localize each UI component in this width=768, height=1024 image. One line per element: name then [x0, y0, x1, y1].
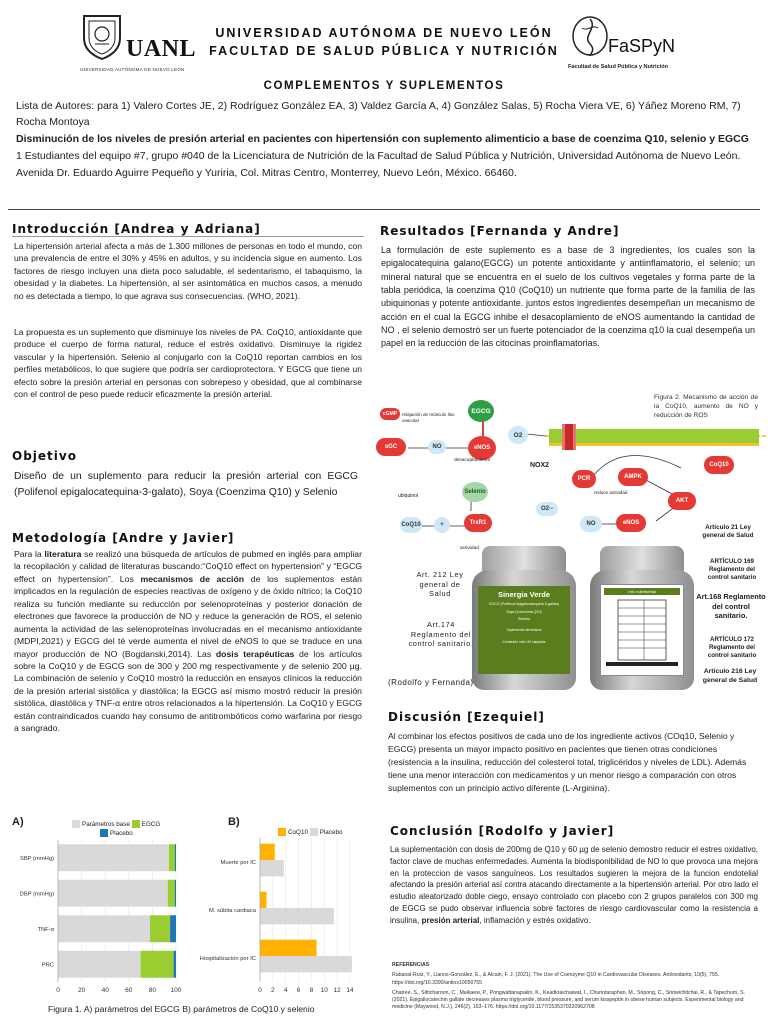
chart-b-xtick: 8 — [309, 987, 314, 994]
legend-coq10 — [278, 829, 308, 836]
label-desacop: desacoplamiento — [454, 458, 491, 463]
chart-a-xtick: 0 — [56, 987, 60, 994]
intro-p2: La propuesta es un suplemento que disminuye los niveles de PA. CoQ10, antioxidante que produce el cuerpo de forma natural, reduce el estrés oxidativo. Disminuye la rigidez vascular y la hipertensión. Selenio al conjugarlo con la CoQ10 reportan cambios en los perfiles metabólicos, lo que sugiere que podría ser cardioprotectora. Y EGCG que tiene un efecto sobre la presión arterial en personas con sobrepeso y obesidad, que al combinarse con el control de peso puede reducir eficazmente la presión arterial. — [14, 327, 362, 400]
poster-title: COMPLEMENTOS Y SUPLEMENTOS — [263, 80, 505, 92]
chart-b-xtick: 6 — [296, 987, 301, 994]
university-name: UNIVERSIDAD AUTÓNOMA DE NUEVO LEÓN — [215, 26, 553, 40]
chart-a-xtick: 60 — [125, 987, 133, 994]
chart-a-bar — [141, 951, 174, 978]
chart-a-bar — [150, 915, 170, 942]
chart-b-bar — [260, 844, 275, 860]
resultados-heading: Resultados [Fernanda y Andre] — [380, 224, 620, 238]
chart-b-category-label: Hospitalización por IC — [199, 956, 256, 962]
art216: Artículo 216 Ley general de Salud — [702, 668, 758, 684]
chart-b-bar — [260, 908, 334, 924]
product-line2: Soya (Coenzima Q10) — [506, 609, 542, 614]
authors: Lista de Autores: para 1) Valero Cortes JE, 2) Rodríguez González EA, 3) Valdez García A, 4) González Salas, 5) Rocha Viera VE, 6) Yáñez Moreno RM, 7) Rocha Montoya — [16, 100, 741, 129]
node-enos-1: eNOS — [468, 436, 496, 460]
chart-b-xtick: 2 — [271, 987, 275, 994]
legend-coq10-swatch — [278, 828, 286, 836]
chart-b-xtick: 0 — [258, 987, 262, 994]
conclusion-main: La suplementación con dosis de 200mg de Q10 y 60 µg de selenio demostro reducir el estres oxidativo, factor clave de muchas enfermedades. Aumenta la biodisponibilidad de NO lo que provoca una mejora en la proteccion de vasos sanguíneos. Los resultados sugieren la mejora de la funcion endotelial afectando la presión arterial así contra atacando directamente a la hipertensión arterial. Por otro lado el estudio aleatorizado doble ciego, ensayo controlado con placebo con 2 grupos paralelos con 300 mg de EGCG se pudo observar influencia sobre factores de riesgo cardiovascular como la resistencia a insulina, — [390, 845, 758, 925]
faspyn-logo-text: FaSPyN — [608, 36, 676, 56]
product-line3: Selenio — [518, 617, 530, 622]
conclusion-bold: presión arterial — [421, 915, 480, 925]
chart-a-xtick: 80 — [148, 987, 157, 994]
node-no-2: NO — [580, 516, 602, 532]
metodologia-heading: Metodología [Andre y Javier] — [12, 531, 235, 545]
jar-back-cap — [600, 546, 684, 572]
chart-a-xtick: 20 — [77, 987, 86, 994]
chart-a-category-label: DBP (mmHg) — [19, 891, 54, 898]
met-t4: de los artículos sobre la CoQ10 y de EGCG son de 300 y 200 mg respectivamente y de selenio 200 µg. La combinación de selenio y CoQ10 mostró la reducción en ensayos clínicos la reducción de la presión arterial sistólica y diastólica; la EGCG así mismo mostró reducir la presión sistólica, diastólica y TNF-α entre otros relacionados a la hipertensión. La CoQ10 y EGCG están contraindicados cuando hay consumo de antitrombóticos como warfarina por riesgo a sangrado. — [14, 648, 362, 734]
node-cgmp: cGMP — [380, 408, 400, 420]
product-line1: EGCG (Polifenol epigalocatequina-3-galato) — [488, 602, 560, 606]
chart-a-bar — [168, 880, 175, 907]
header-divider — [8, 209, 760, 210]
chart-a — [8, 836, 188, 1016]
met-b2: mecanismos de acción — [140, 573, 245, 584]
chart-b-xtick: 4 — [283, 987, 288, 994]
legend-placebo-b — [310, 829, 343, 836]
chart-b-xtick: 10 — [320, 987, 328, 994]
chart-b — [190, 836, 366, 1016]
references-heading: REFERENCIAS — [392, 962, 430, 968]
discusion-text: Al combinar los efectos positivos de cada uno de los ingrediente activos (COq10, Selenio y EGCG) presenta un mayor impacto positivo en pacientes que tienen otras condiciones (resistencia a la insulina, reducción del colesterol total, triglicéridos y niveles de LDL). Además tiene una menor interacción con medicamentos y un menor riesgo a comparación con otros suplementos con un principio activo diferente (L-Arginina). — [388, 731, 747, 793]
legend-egcg-swatch — [132, 820, 140, 828]
art168: Art.168 Reglamento del control sanitario. — [696, 592, 766, 621]
product-line5: Contenido neto: 60 cápsulas — [502, 640, 546, 645]
objetivo-heading: Objetivo — [12, 449, 77, 463]
chart-a-bar — [58, 880, 168, 907]
met-t2: se realizó una búsqueda de artículos de pubmed en inglés para ampliar la recopilación y calidad de literaturas buscando:“CoQ10 effect on hypertension” y “EGCG effect on hypertension”. Los — [14, 549, 362, 584]
met-t3: de los suplementos están implicados en la regulación de especies reactivas de oxígeno y de óxido nítrico; la CoQ10 realiza su función mediante su reducción por selenoproteínas y posterior donación de electrones que favorece la producción de NO y reduce la generación de ROS, el selenio aumenta la actividad de las selenoproteínas involucradas en el mecanismo antioxidante (MDPI,2021) y EGCG del té verde aumenta el nivel de eNOS lo que se traduce en una mayor producción de NO (Bogdanski,2014). Las — [14, 573, 363, 659]
conclusion-text — [390, 844, 758, 927]
node-no-1: NO — [428, 440, 446, 454]
chart-a-category-label: PRC — [41, 962, 54, 969]
faspyn-emblem-icon — [570, 14, 610, 58]
faspyn-logo — [568, 12, 698, 74]
figure2-caption: Figura 2. Mecanismo de acción de la CoQ10, aumento de NO y reducción de ROS — [654, 394, 758, 420]
product-brand: Sinergia Verde — [497, 590, 551, 599]
product-credit: (Rodolfo y Fernanda) — [388, 678, 474, 687]
node-txnr: TrxR1 — [464, 514, 492, 532]
figure1-caption: Figura 1. A) parámetros del EGCG B) parámetros de CoQ10 y selenio — [48, 1004, 315, 1014]
legend-egcg — [132, 821, 161, 828]
chart-a-bar — [58, 844, 169, 871]
resultados-text: La formulación de este suplemento es a base de 3 ingredientes, los cuales son la epigalocatequina galano(EGCG) un potente antioxidante y antiinflamatorio, el selenio; un mineral natural que se encuentra en el suelo de los cultivos vegetales y forma parte de la tabla periódica, la coenzima Q10 (CoQ10) un nutriente que forma parte de la familia de las ubiquinonas y potente antioxidante. juntos estos ingredientes desempeñan un mecanismo de acción en el cual la EGCG inhibe el desacoplamiento de eNOS aumentando la cantidad de NO , el selenio demostró ser un fuerte potenciador de la coenzima q10 la cual desempeña un papel en la reducción de las citocinas proinflamatorias. — [381, 245, 755, 349]
chart-b-bar — [260, 860, 284, 876]
conclusion-heading: Conclusión [Rodolfo y Javier] — [390, 824, 615, 838]
reference-2: Chatree, S., Sitticharoon, C., Maikaew, P., Pongwattanapakin, K., Keadkraichaiwat, I., Churintaraphan, M., Sripong, C., Sririwichitchai, R., & Tapechum, S. (2021). Epigallocatechin gallate decreases plasma triglyceride, blood pressure, and serum kisspeptin in obese human subjects. Experimental biology and medicine (Maywood, N.J.), 246(2), 163–176. https://doi.org/10.1177/1535370220962708 — [392, 989, 746, 1011]
node-plus: + — [434, 517, 450, 533]
chart-b-svg — [190, 836, 366, 1006]
study-title: Disminución de los niveles de presión arterial en pacientes con hipertensión con suplemento alimenticio a base de coenzima Q10, selenio y EGCG — [16, 133, 749, 145]
faculty-name: FACULTAD DE SALUD PÚBLICA Y NUTRICIÓN — [209, 44, 559, 58]
chart-b-legend — [278, 828, 342, 836]
met-b3: dosis terapéuticas — [215, 648, 295, 659]
chart-b-bar — [260, 940, 317, 956]
chart-a-xtick: 100 — [170, 987, 182, 994]
art174: Art.174 Reglamento del control sanitario. — [408, 620, 474, 649]
chart-a-bar — [175, 844, 176, 871]
conclusion-tail: , inflamación y estrés oxidativo. — [479, 915, 591, 925]
legend-placebo-b-label: Placebo — [319, 828, 343, 836]
legend-params-swatch — [72, 820, 80, 828]
node-akt: AKT — [668, 492, 696, 510]
node-pcr: PCR — [572, 470, 596, 488]
nutrition-table-icon — [604, 598, 680, 668]
legend-params-label: Parámetros base — [82, 820, 130, 828]
chart-b-bar — [260, 956, 352, 972]
met-t1: Para la — [14, 549, 45, 559]
label-ubiquinol: ubiquinol — [398, 493, 419, 499]
node-coq10: CoQ10 — [704, 456, 734, 474]
chart-a-svg — [8, 836, 188, 1006]
art169: ARTÍCULO 169 Reglamento del control sanitario — [707, 558, 757, 582]
label-relax: relajación de músculo liso vascular — [402, 412, 455, 423]
legend-coq10-label: CoQ10 — [288, 828, 308, 836]
art21: Artículo 21 Ley general de Salud — [702, 524, 754, 540]
uanl-logo-sub: UNIVERSIDAD AUTÓNOMA DE NUEVO LEÓN — [80, 67, 185, 72]
uanl-logo-text: UANL — [126, 36, 197, 62]
objetivo-text: Diseño de un suplemento para reducir la presión arterial con EGCG (Polifenol epigalocatequina-3-galato), Soya (Coenzima Q10) y Selenio — [14, 471, 358, 498]
node-enos-2: eNOS — [616, 514, 646, 532]
legend-placebo-a-label: Placebo — [110, 830, 133, 838]
jar-front — [470, 546, 578, 690]
chart-a-xtick: 40 — [101, 987, 109, 994]
node-ampk: AMPK — [618, 468, 648, 486]
intro-underline — [12, 236, 364, 237]
chart-a-bar — [170, 915, 176, 942]
affiliation-block — [16, 131, 756, 181]
chart-b-xtick: 14 — [346, 987, 354, 994]
chart-a-panel-label: A) — [12, 816, 24, 828]
legend-params — [72, 821, 130, 828]
references — [392, 962, 760, 1012]
label-actividad: actividad — [460, 546, 479, 551]
jar-front-label — [478, 586, 570, 674]
node-o2: O2 — [508, 426, 528, 444]
metodologia-text — [14, 548, 362, 735]
label-nox2: NOX2 — [530, 462, 550, 469]
chart-b-panel-label: B) — [228, 816, 240, 828]
back-label-title: Info nutrimental — [604, 588, 680, 595]
node-egcg: EGCG — [468, 400, 494, 422]
label-reduce: reduce actividad — [594, 490, 628, 495]
chart-a-bar — [58, 915, 150, 942]
chart-a-bar — [169, 844, 175, 871]
chart-b-category-label: M. súbita cardiaca — [208, 908, 256, 914]
chart-a-bar — [174, 951, 176, 978]
chart-b-bar — [260, 892, 266, 908]
art212: Art. 212 Ley general de Salud — [416, 570, 464, 599]
met-b1: literatura — [44, 549, 82, 559]
node-selenio: Selenio — [462, 482, 488, 502]
product-line4: Suplemento alimenticio — [506, 628, 542, 633]
chart-b-xtick: 12 — [333, 987, 341, 994]
legend-egcg-label: EGCG — [141, 820, 161, 828]
art172: ARTÍCULO 172 Reglamento del control sanitario — [707, 636, 757, 660]
affiliation: 1 Estudiantes del equipo #7, grupo #040 de la Licenciatura de Nutrición de la Facultad de Salud Pública y Nutrición, Universidad Autónoma de Nuevo León. Avenida Dr. Eduardo Aguirre Pequeño y Yuriria, Col. Mitras Centro, Monterrey, Nuevo León, México. 66460. — [16, 149, 741, 179]
chart-a-category-label: SBP (mmHg) — [19, 855, 54, 862]
node-o2dot: O2·- — [536, 502, 558, 516]
intro-heading: Introducción [Andrea y Adriana] — [12, 222, 261, 236]
legend-placebo-b-swatch — [310, 828, 318, 836]
uanl-logo — [80, 12, 210, 74]
jar-front-cap — [482, 546, 566, 572]
jar-back-label — [600, 584, 684, 676]
node-sgc: sGC — [376, 438, 406, 456]
chart-a-category-label: TNF-α — [37, 926, 54, 933]
chart-b-category-label: Muerte por IC — [220, 860, 256, 866]
chart-a-bar — [58, 951, 141, 978]
chart-a-bar — [175, 880, 176, 907]
discusion-heading: Discusión [Ezequiel] — [388, 710, 545, 724]
reference-1: Rabanal-Ruiz, Y., Llanos-González, E., & Alcain, F. J. (2021). The Use of Coenzyme Q10 in Cardiovascular Diseases. Antioxidants, 10(5), 755. https://doi.org/10.3390/antiox10050755 — [392, 972, 720, 986]
jar-back — [588, 546, 696, 690]
node-coq10-b: CoQ10 — [400, 517, 422, 533]
faspyn-logo-sub: Facultad de Salud Pública y Nutrición — [568, 64, 669, 70]
intro-p1: La hipertensión arterial afecta a más de 1.300 millones de personas en todo el mundo, con una prevalencia de entre el 30% y 45% en adultos, y su incidencia sigue en aumento. Los factores de riesgo incluyen una dieta poco saludable, el sedentarismo, el tabaquismo, la obesidad y la diabetes. La hipertensión, al ser asintomática en muchos casos, a menudo no es detectada a tiempo, lo que agrava sus consecuencias. (WHO, 2021). — [14, 241, 362, 301]
